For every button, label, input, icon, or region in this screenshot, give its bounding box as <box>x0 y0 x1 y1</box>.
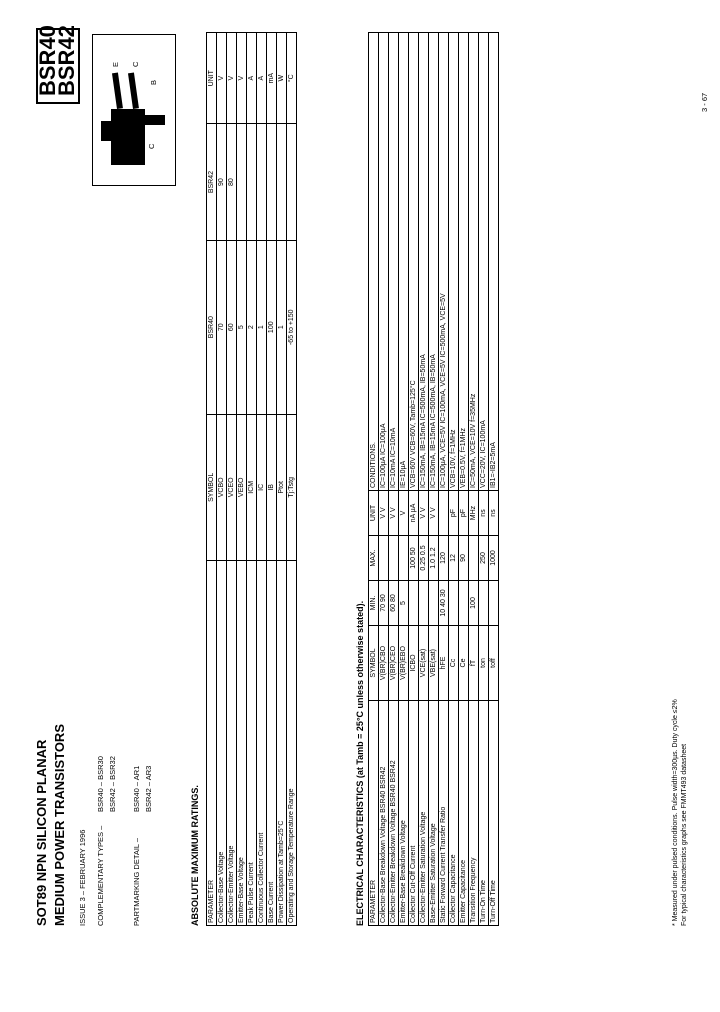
cell: Emitter Capacitance <box>459 701 469 926</box>
cell: 100 <box>267 240 277 414</box>
issue-line: ISSUE 3 – FEBRUARY 1996 <box>78 829 87 926</box>
cell: VEB=0.5V, f=1MHz <box>459 33 469 491</box>
table-row <box>469 33 479 926</box>
table-row <box>439 33 449 926</box>
header-cell: MIN. <box>369 581 379 626</box>
cell: IC <box>257 414 267 560</box>
cell: Tj:Tstg <box>287 414 297 560</box>
cell: V V <box>429 491 439 536</box>
cell <box>459 581 469 626</box>
cell: V <box>227 33 237 124</box>
cell: 70 <box>217 240 227 414</box>
cell: 100 <box>469 581 479 626</box>
cell: 12 <box>449 536 459 581</box>
cell: Collector Capacitance <box>449 701 459 926</box>
cell: Peak Pulse Current <box>247 561 257 926</box>
cell: V(BR)CBO <box>379 626 389 701</box>
cell: IC=100µA IC=100µA <box>379 33 389 491</box>
cell: 100 50 <box>409 536 419 581</box>
cell: Continuous Collector Current <box>257 561 267 926</box>
cell: Collector-Base Breakdown Voltage BSR40 BSR42 <box>379 701 389 926</box>
cell: ns <box>489 491 499 536</box>
table-row <box>237 33 247 926</box>
cell: V(BR)CEO <box>389 626 399 701</box>
cell: Collector-Emitter Saturation Voltage <box>419 701 429 926</box>
abs-max-heading: ABSOLUTE MAXIMUM RATINGS. <box>190 785 200 926</box>
table-row <box>247 33 257 926</box>
cell: VCE(sat) <box>419 626 429 701</box>
cell: Collector-Base Voltage <box>217 561 227 926</box>
cell: A <box>247 33 257 124</box>
cell: Collector Cut-Off Current <box>409 701 419 926</box>
cell: pF <box>459 491 469 536</box>
cell: W <box>277 33 287 124</box>
cell: V V <box>379 491 389 536</box>
cell: 5 <box>237 240 247 414</box>
cell: Base-Emitter Saturation Voltage <box>429 701 439 926</box>
cell: 60 80 <box>389 581 399 626</box>
cell: IC=50mA, VCE=10V f=35MHz <box>469 33 479 491</box>
table-row <box>419 33 429 926</box>
cell <box>449 581 459 626</box>
cell: 1 <box>257 240 267 414</box>
cell: V V <box>419 491 429 536</box>
partmarking-label: PARTMARKING DETAIL – <box>132 837 141 926</box>
cell: VEBO <box>237 414 247 560</box>
pin-label-e: E <box>111 61 120 67</box>
cell: IB1=-IB2=5mA <box>489 33 499 491</box>
table-row <box>217 33 227 926</box>
cell: VCB=60V VCB=60V, Tamb=125°C <box>409 33 419 491</box>
complementary-2: BSR42 – BSR32 <box>108 756 117 812</box>
complementary-label: COMPLEMENTARY TYPES – <box>96 825 105 926</box>
cell: 1 <box>277 240 287 414</box>
cell: V(BR)EBO <box>399 626 409 701</box>
table-row <box>267 33 277 926</box>
table-row <box>449 33 459 926</box>
header-cell: UNIT <box>369 491 379 536</box>
package-outline <box>92 34 176 186</box>
header-cell: UNIT <box>207 33 217 124</box>
elec-table <box>368 32 499 926</box>
table-row <box>429 33 439 926</box>
cell: 5 <box>399 581 409 626</box>
part-number-1: BSR40 <box>35 25 60 96</box>
cell: Static Forward Current Transfer Ratio <box>439 701 449 926</box>
table-row <box>489 33 499 926</box>
table-header-row <box>207 33 217 926</box>
partmarking-2: BSR42 – AR3 <box>144 765 153 812</box>
cell: Power Dissipation at Tamb=25°C <box>277 561 287 926</box>
cell: V <box>237 33 247 124</box>
cell: fT <box>469 626 479 701</box>
cell: Collector-Emitter Voltage <box>227 561 237 926</box>
cell: VCEO <box>227 414 237 560</box>
pin-label-c2: C <box>131 61 140 67</box>
cell <box>257 124 267 240</box>
footnote-1: * Measured under pulsed conditions. Pulse width=300µs. Duty cycle ≤2% <box>672 699 679 926</box>
cell: VCBO <box>217 414 227 560</box>
cell: Emitter-Base Voltage <box>237 561 247 926</box>
footnote-2: For typical characteristics graphs see FMMT493 datasheet <box>681 743 688 926</box>
header-cell: MAX. <box>369 536 379 581</box>
cell: ns <box>479 491 489 536</box>
cell <box>237 124 247 240</box>
cell: ton <box>479 626 489 701</box>
header-cell: PARAMETER <box>207 561 217 926</box>
sot89-package-icon <box>93 35 175 185</box>
cell <box>267 124 277 240</box>
cell: 60 <box>227 240 237 414</box>
cell: Transition Frequency <box>469 701 479 926</box>
cell: 1.0 1.2 <box>429 536 439 581</box>
cell: Ptot <box>277 414 287 560</box>
cell: toff <box>489 626 499 701</box>
page-number: 3 - 67 <box>700 92 709 112</box>
cell: 90 <box>459 536 469 581</box>
cell <box>409 581 419 626</box>
title-line-2: MEDIUM POWER TRANSISTORS <box>52 724 67 926</box>
table-row <box>459 33 469 926</box>
cell: Collector-Emitter Breakdown Voltage BSR40 BSR42 <box>389 701 399 926</box>
cell <box>429 581 439 626</box>
table-row <box>227 33 237 926</box>
table-row <box>409 33 419 926</box>
cell: MHz <box>469 491 479 536</box>
cell: IC=100µA, VCE=5V IC=100mA, VCE=5V IC=500mA, VCE=5V <box>439 33 449 491</box>
table-row <box>277 33 287 926</box>
cell <box>419 581 429 626</box>
partmarking-1: BSR40 – AR1 <box>132 765 141 812</box>
cell <box>469 536 479 581</box>
cell: 90 <box>217 124 227 240</box>
cell: V <box>399 491 409 536</box>
title-line-1: SOT89 NPN SILICON PLANAR <box>34 739 49 926</box>
table-row <box>479 33 489 926</box>
cell: Turn-Off Time <box>489 701 499 926</box>
cell: 1000 <box>489 536 499 581</box>
part-number-2: BSR42 <box>54 25 79 96</box>
cell: A <box>257 33 267 124</box>
header-cell: PARAMETER <box>369 701 379 926</box>
cell: 2 <box>247 240 257 414</box>
cell: pF <box>449 491 459 536</box>
cell <box>389 536 399 581</box>
cell: ICBO <box>409 626 419 701</box>
cell: -65 to +150 <box>287 240 297 414</box>
part-number-box <box>35 25 80 104</box>
cell: 250 <box>479 536 489 581</box>
cell: IB <box>267 414 277 560</box>
abs-max-table <box>206 32 297 926</box>
elec-heading: ELECTRICAL CHARACTERISTICS (at Tamb = 25°C unless otherwise stated). <box>355 600 365 926</box>
cell: 0.25 0.5 <box>419 536 429 581</box>
cell: Emitter-Base Breakdown Voltage <box>399 701 409 926</box>
cell: Cc <box>449 626 459 701</box>
cell: IC=150mA, IB=15mA IC=500mA, IB=50mA <box>429 33 439 491</box>
pin-label-c1: C <box>147 143 156 149</box>
cell: °C <box>287 33 297 124</box>
cell: Base Current <box>267 561 277 926</box>
table-header-row <box>369 33 379 926</box>
cell: 120 <box>439 536 449 581</box>
complementary-1: BSR40 – BSR30 <box>96 756 105 812</box>
cell: IE=10µA <box>399 33 409 491</box>
cell: Turn-On Time <box>479 701 489 926</box>
cell <box>439 491 449 536</box>
cell <box>479 581 489 626</box>
table-row <box>287 33 297 926</box>
cell: hFE <box>439 626 449 701</box>
cell <box>399 536 409 581</box>
table-row <box>257 33 267 926</box>
cell: IC=150mA, IB=15mA IC=500mA, IB=50mA <box>419 33 429 491</box>
cell <box>489 581 499 626</box>
table-row <box>379 33 389 926</box>
header-cell: SYMBOL <box>207 414 217 560</box>
cell <box>287 124 297 240</box>
cell: Operating and Storage Temperature Range <box>287 561 297 926</box>
cell: 10 40 30 <box>439 581 449 626</box>
cell <box>247 124 257 240</box>
cell: 80 <box>227 124 237 240</box>
cell <box>277 124 287 240</box>
cell: VCB=10V, f=1MHz <box>449 33 459 491</box>
header-cell: CONDITIONS. <box>369 33 379 491</box>
cell: mA <box>267 33 277 124</box>
header-cell: BSR40 <box>207 240 217 414</box>
cell: V V <box>389 491 399 536</box>
cell: VCC=20V, IC=100mA <box>479 33 489 491</box>
cell: V <box>217 33 227 124</box>
cell: Ce <box>459 626 469 701</box>
cell: IC=10mA IC=10mA <box>389 33 399 491</box>
header-cell: BSR42 <box>207 124 217 240</box>
cell <box>379 536 389 581</box>
cell: 70 90 <box>379 581 389 626</box>
table-row <box>399 33 409 926</box>
cell: nA µA <box>409 491 419 536</box>
table-row <box>389 33 399 926</box>
header-cell: SYMBOL <box>369 626 379 701</box>
pin-label-b: B <box>149 79 158 85</box>
cell: VBE(sat) <box>429 626 439 701</box>
cell: ICM <box>247 414 257 560</box>
